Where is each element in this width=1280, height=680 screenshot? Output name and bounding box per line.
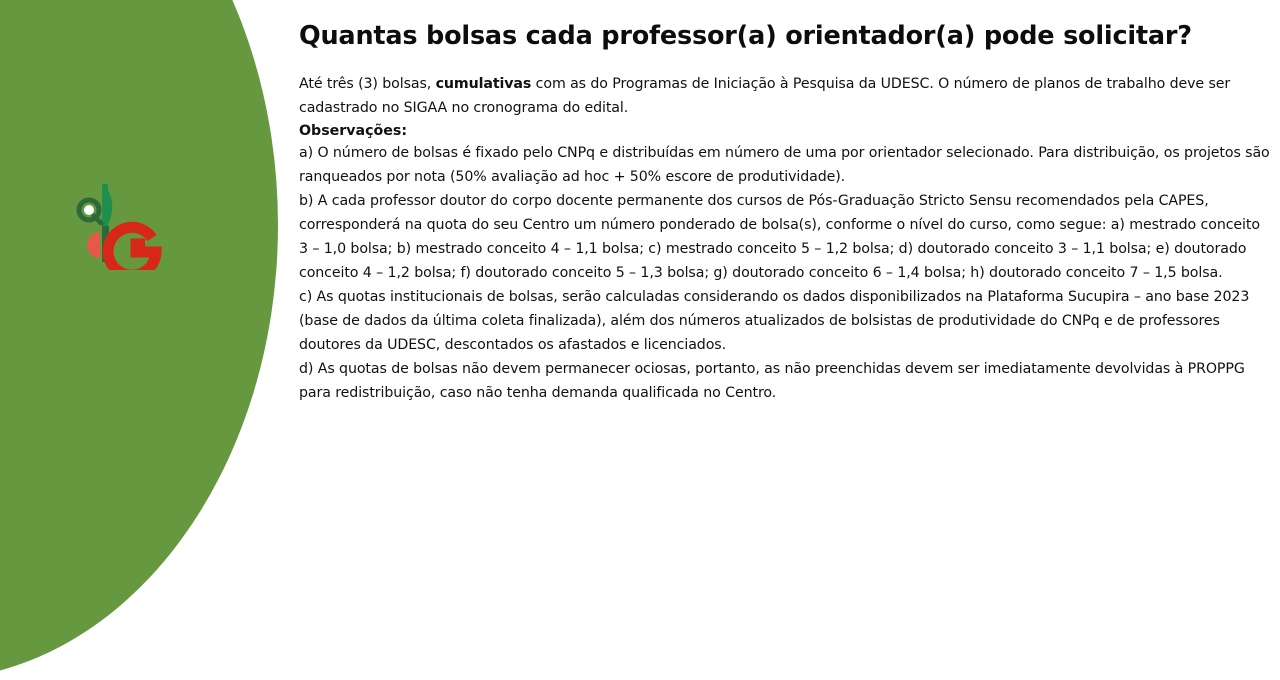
page-title: Quantas bolsas cada professor(a) orientador(a) pode solicitar? xyxy=(299,21,1192,51)
research-logo-icon xyxy=(74,180,166,270)
observation-item-c: c) As quotas institucionais de bolsas, serão calculadas considerando os dados disponibilizados na Plataforma Sucupira – ano base 2023 (base de dados da última coleta finalizada), além dos números atualizados de bolsistas de produtividade do CNPq e de professores doutores da UDESC, descontados os afastados e licenciados. xyxy=(299,289,1250,353)
green-circle-background xyxy=(0,0,278,680)
observation-item-b: b) A cada professor doutor do corpo docente permanente dos cursos de Pós-Graduação Stricto Sensu recomendados pela CAPES, corresponderá na quota do seu Centro um número ponderado de bolsa(s), conforme o nível do curso, como segue: a) mestrado conceito 3 – 1,0 bolsa; b) mestrado conceito 4 – 1,1 bolsa; c) mestrado conceito 5 – 1,2 bolsa; d) doutorado conceito 3 – 1,1 bolsa; e) doutorado conceito 4 – 1,2 bolsa; f) doutorado conceito 5 – 1,3 bolsa; g) doutorado conceito 6 – 1,4 bolsa; h) doutorado conceito 7 – 1,5 bolsa. xyxy=(299,193,1260,281)
intro-paragraph xyxy=(299,72,1271,120)
intro-text-after: com as do Programas de Iniciação à Pesquisa da UDESC. O número de planos de trabalho deve ser cadastrado no SIGAA no cronograma do edital. xyxy=(299,76,1231,116)
observation-item-d: d) As quotas de bolsas não devem permanecer ociosas, portanto, as não preenchidas devem ser imediatamente devolvidas à PROPPG para redistribuição, caso não tenha demanda qualificada no Centro. xyxy=(299,361,1245,401)
faq-content xyxy=(299,18,1271,405)
observacoes-label: Observações: xyxy=(299,123,407,139)
intro-text-before: Até três (3) bolsas, xyxy=(299,76,436,92)
observation-item-a: a) O número de bolsas é fixado pelo CNPq e distribuídas em número de uma por orientador selecionado. Para distribuição, os projetos são ranqueados por nota (50% avaliação ad hoc + 50% escore de produtividade). xyxy=(299,145,1270,185)
intro-bold-text: cumulativas xyxy=(435,76,532,92)
